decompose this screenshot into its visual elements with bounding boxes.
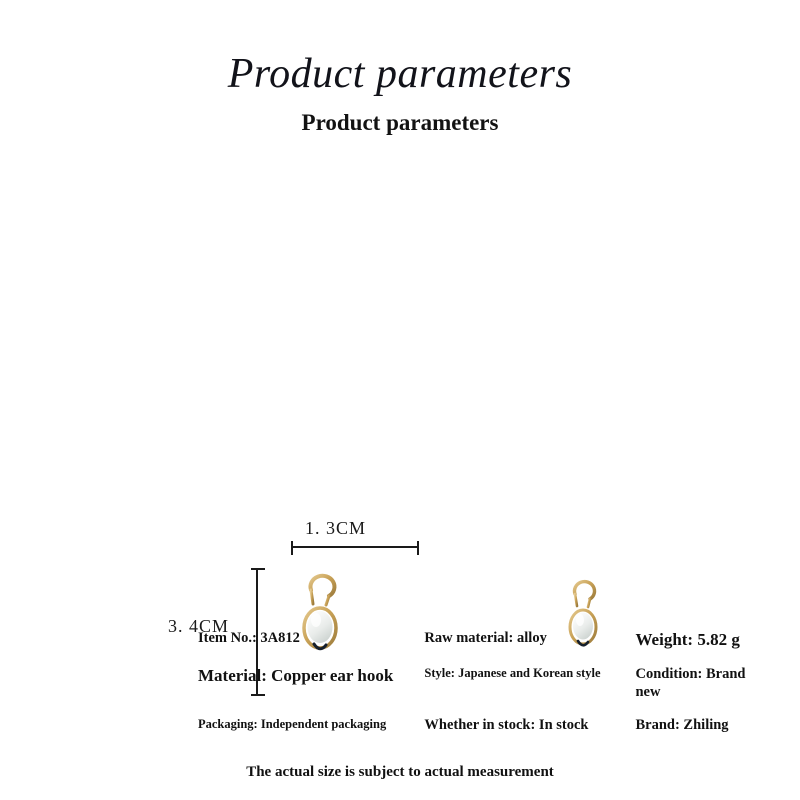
- spec-stock: Whether in stock: In stock: [424, 717, 589, 734]
- table-row: [198, 666, 768, 701]
- spec-brand: Brand: Zhiling: [635, 717, 729, 734]
- measurement-footnote: The actual size is subject to actual measurement: [246, 764, 554, 780]
- spec-packaging: Packaging: Independent packaging: [198, 717, 387, 732]
- width-dimension-label: 1. 3CM: [305, 518, 367, 538]
- table-row: [198, 630, 768, 650]
- table-row: [198, 717, 768, 734]
- spec-material: Material: Copper ear hook: [198, 666, 394, 686]
- height-dimension-label: 3. 4CM: [168, 616, 230, 636]
- spec-weight: Weight: 5.82 g: [635, 630, 740, 649]
- spec-raw-material: Raw material: alloy: [424, 630, 547, 646]
- page-title-script: Product parameters: [227, 51, 573, 97]
- page-subtitle: Product parameters: [301, 110, 499, 135]
- spec-style: Style: Japanese and Korean style: [424, 666, 601, 681]
- spec-condition: Condition: Brand new: [635, 666, 746, 700]
- specification-table: [198, 630, 768, 751]
- spec-item-number: Item No.: 3A812: [198, 630, 300, 646]
- width-dimension-line: [291, 546, 419, 548]
- product-dimension-diagram: [0, 250, 800, 636]
